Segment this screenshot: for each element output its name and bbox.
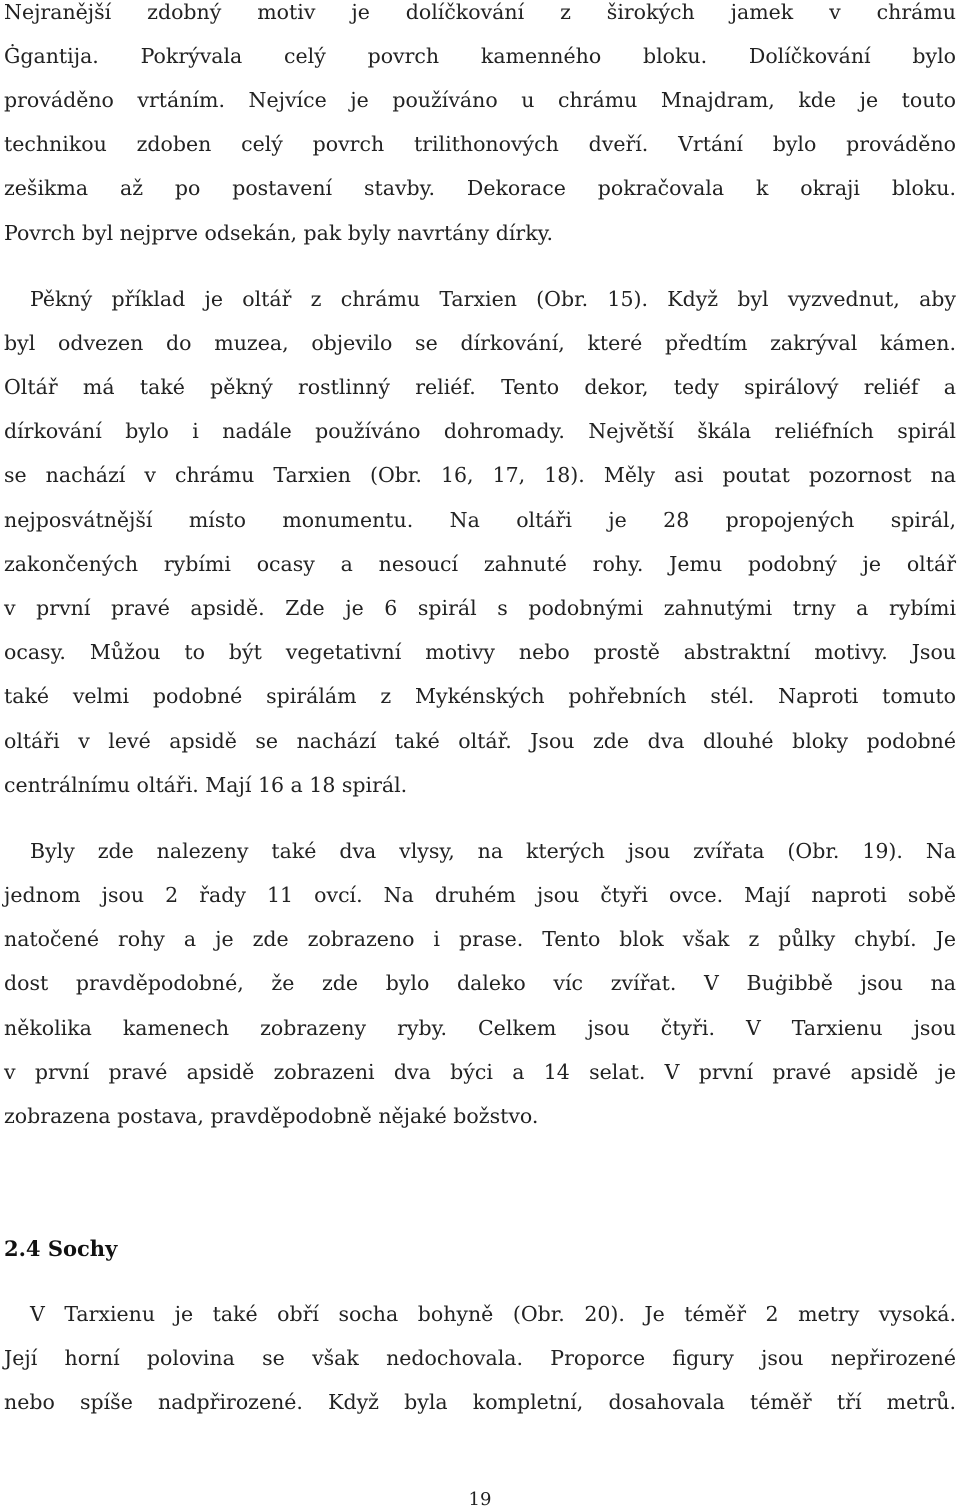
text-line: ocasy. Můžou to být vegetativní motivy nebo prostě abstraktní motivy. Jsou — [4, 640, 956, 664]
text-line: natočené rohy a je zde zobrazeno i prase. Tento blok však z půlky chybí. Je — [4, 927, 956, 951]
text-line: prováděno vrtáním. Nejvíce je používáno u chrámu Mnajdram, kde je touto — [4, 88, 956, 112]
text-line: Byly zde nalezeny také dva vlysy, na kterých jsou zvířata (Obr. 19). Na — [30, 839, 956, 863]
text-line: zešikma až po postavení stavby. Dekorace pokračovala k okraji bloku. — [4, 176, 956, 200]
text-line: nejposvátnější místo monumentu. Na oltáři je 28 propojených spirál, — [4, 508, 956, 532]
text-line: v první pravé apsidě zobrazeni dva býci a 14 selat. V první pravé apsidě je — [4, 1060, 956, 1084]
text-line: nebo spíše nadpřirozené. Když byla kompletní, dosahovala téměř tří metrů. — [4, 1390, 956, 1414]
text-line: byl odvezen do muzea, objevilo se dírkování, které předtím zakrýval kámen. — [4, 331, 956, 355]
text-line: Ġgantija. Pokrývala celý povrch kamenného bloku. Dolíčkování bylo — [4, 44, 956, 68]
text-line: zakončených rybími ocasy a nesoucí zahnuté rohy. Jemu podobný je oltář — [4, 552, 956, 576]
text-line: dírkování bylo i nadále používáno dohromady. Největší škála reliéfních spirál — [4, 419, 956, 443]
text-line: Povrch byl nejprve odsekán, pak byly navrtány dírky. — [4, 221, 553, 245]
text-line: také velmi podobné spirálám z Mykénských pohřebních stél. Naproti tomuto — [4, 684, 956, 708]
section-heading: 2.4 Sochy — [4, 1236, 118, 1261]
text-line: Pěkný příklad je oltář z chrámu Tarxien (Obr. 15). Když byl vyzvednut, aby — [30, 287, 956, 311]
text-line: dost pravděpodobné, že zde bylo daleko víc zvířat. V Buġibbě jsou na — [4, 971, 956, 995]
text-line: v první pravé apsidě. Zde je 6 spirál s podobnými zahnutými trny a rybími — [4, 596, 956, 620]
text-line: Její horní polovina se však nedochovala. Proporce figury jsou nepřirozené — [4, 1346, 956, 1370]
text-line: technikou zdoben celý povrch trilithonových dveří. Vrtání bylo prováděno — [4, 132, 956, 156]
text-line: centrálnímu oltáři. Mají 16 a 18 spirál. — [4, 773, 408, 797]
text-line: Nejranější zdobný motiv je dolíčkování z širokých jamek v chrámu — [4, 0, 956, 24]
text-line: Oltář má také pěkný rostlinný reliéf. Tento dekor, tedy spirálový reliéf a — [4, 375, 956, 399]
text-line: jednom jsou 2 řady 11 ovcí. Na druhém jsou čtyři ovce. Mají naproti sobě — [4, 883, 956, 907]
text-line: se nachází v chrámu Tarxien (Obr. 16, 17, 18). Měly asi poutat pozornost na — [4, 463, 956, 487]
text-line: V Tarxienu je také obří socha bohyně (Obr. 20). Je téměř 2 metry vysoká. — [30, 1302, 956, 1326]
text-line: několika kamenech zobrazeny ryby. Celkem jsou čtyři. V Tarxienu jsou — [4, 1016, 956, 1040]
text-line: oltáři v levé apsidě se nachází také oltář. Jsou zde dva dlouhé bloky podobné — [4, 729, 956, 753]
text-line: zobrazena postava, pravděpodobně nějaké božstvo. — [4, 1104, 539, 1128]
page-number: 19 — [468, 1489, 492, 1510]
